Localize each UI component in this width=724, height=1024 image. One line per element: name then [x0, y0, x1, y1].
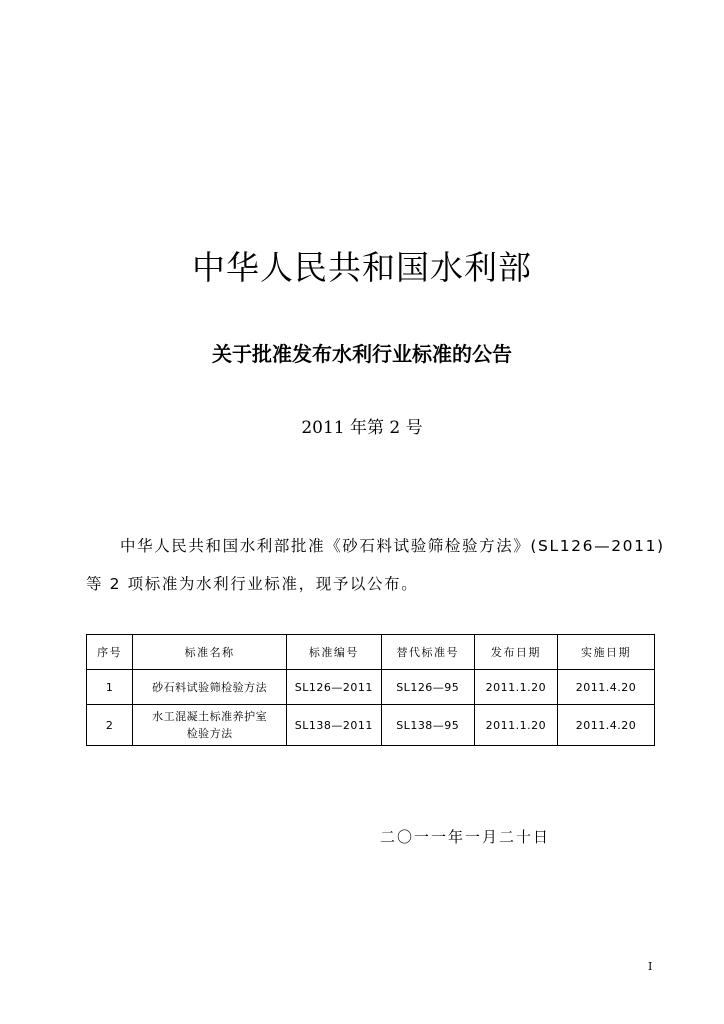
table-header-row: [87, 635, 655, 670]
standards-table: [86, 634, 655, 746]
header-standard-name: 标准名称: [133, 635, 287, 670]
cell-publish-date: 2011.1.20: [474, 705, 557, 746]
cell-replaced-code: SL138—95: [381, 705, 474, 746]
table-row: [87, 705, 655, 746]
body-line-1: 中华人民共和国水利部批准《砂石料试验筛检验方法》(SL126—2011): [120, 537, 665, 555]
announcement-title: 关于批准发布水利行业标准的公告: [212, 342, 512, 366]
issuing-authority-title: 中华人民共和国水利部: [192, 248, 532, 287]
body-line-2: 等 2 项标准为水利行业标准，现予以公布。: [86, 575, 419, 593]
issue-date: 二〇一一年一月二十日: [380, 828, 551, 846]
announcement-body: [86, 527, 665, 603]
header-implement-date: 实施日期: [558, 635, 655, 670]
cell-seq: 2: [87, 705, 133, 746]
cell-standard-name-line1: 水工混凝土标准养护室: [152, 710, 268, 723]
cell-standard-name-line2: 检验方法: [186, 727, 233, 740]
cell-seq: 1: [87, 670, 133, 705]
cell-implement-date: 2011.4.20: [558, 670, 655, 705]
header-replaced-code: 替代标准号: [381, 635, 474, 670]
cell-implement-date: 2011.4.20: [558, 705, 655, 746]
page-number: I: [648, 960, 653, 973]
cell-standard-code: SL138—2011: [286, 705, 381, 746]
cell-standard-code: SL126—2011: [286, 670, 381, 705]
table-row: [87, 670, 655, 705]
document-number: 2011 年第 2 号: [301, 418, 423, 438]
header-standard-code: 标准编号: [286, 635, 381, 670]
cell-publish-date: 2011.1.20: [474, 670, 557, 705]
header-seq: 序号: [87, 635, 133, 670]
cell-standard-name: 砂石料试验筛检验方法: [133, 670, 287, 705]
cell-replaced-code: SL126—95: [381, 670, 474, 705]
cell-standard-name: [133, 705, 287, 746]
header-publish-date: 发布日期: [474, 635, 557, 670]
